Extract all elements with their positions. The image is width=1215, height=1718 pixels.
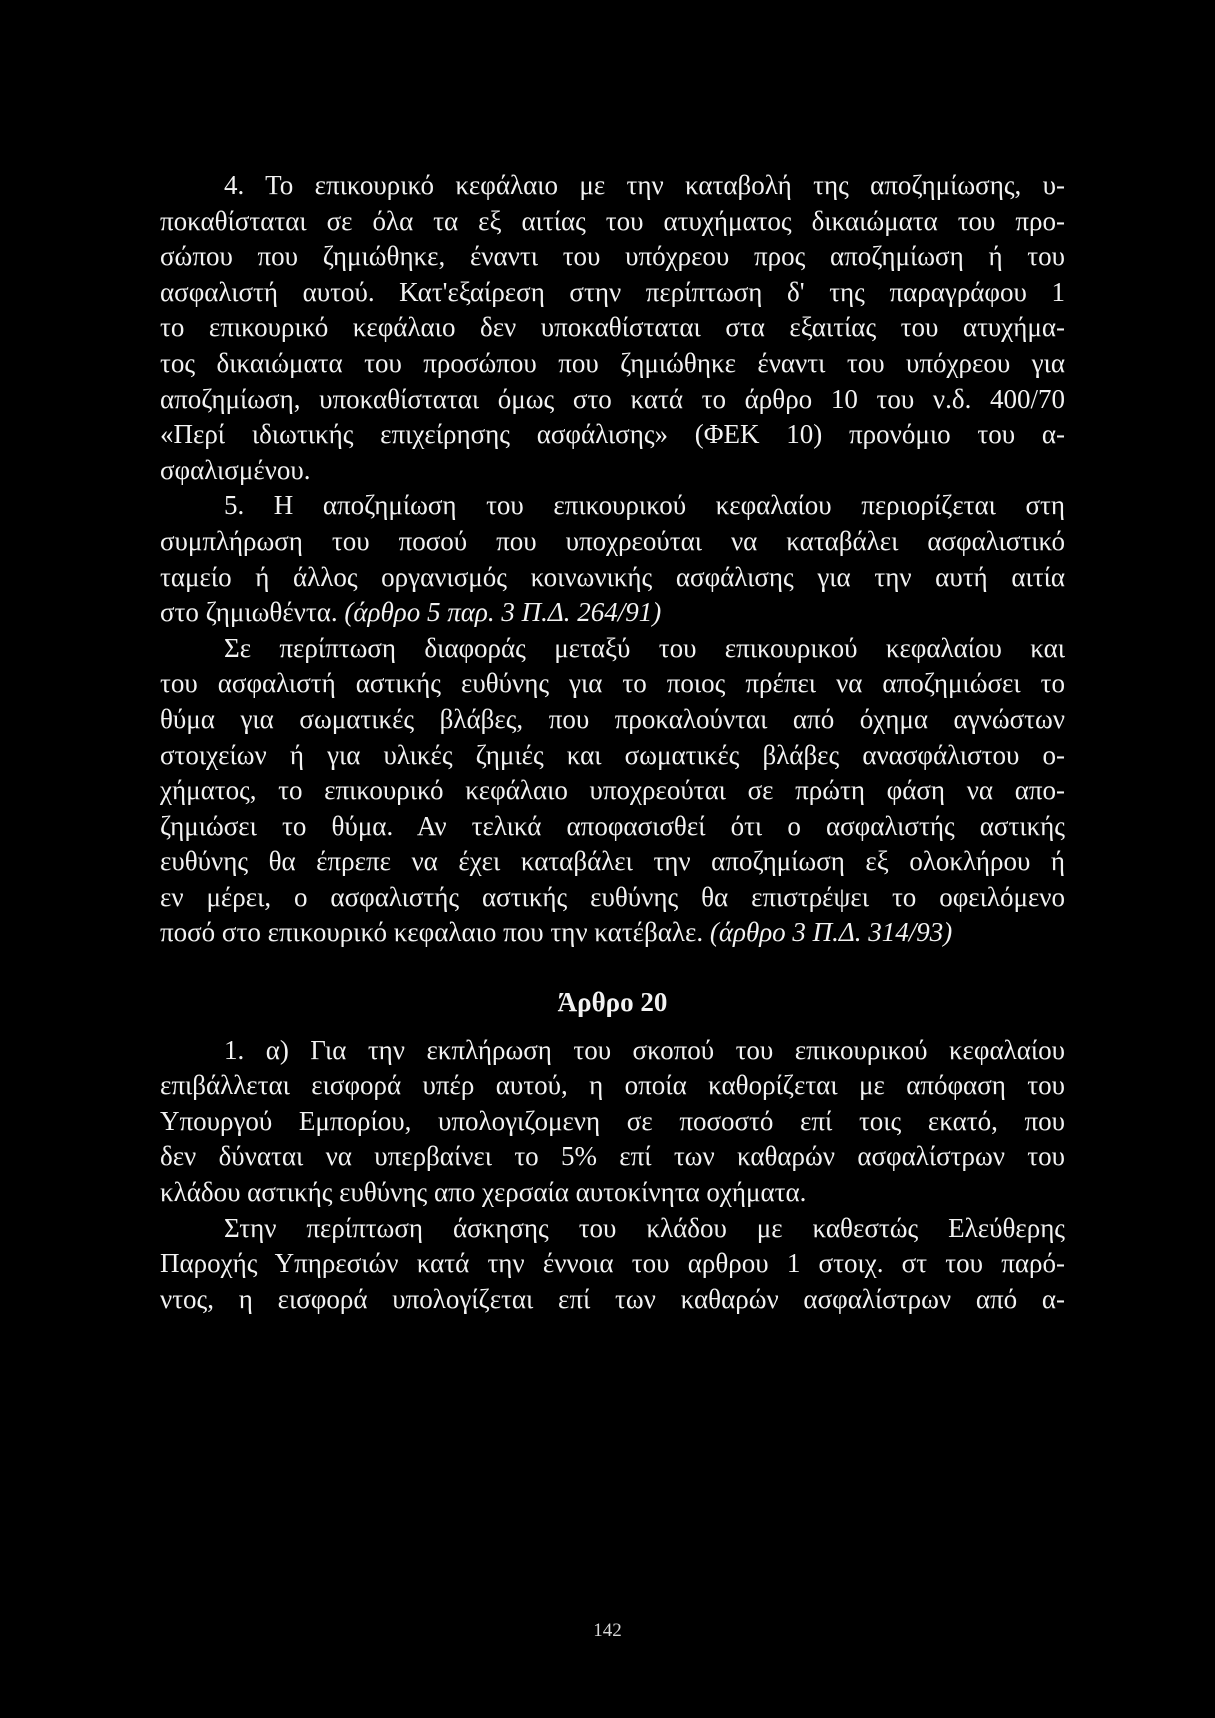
text-line: «Περί ιδιωτικής επιχείρησης ασφάλισης» (ΦΕΚ 10) προνόμιο του α-	[160, 419, 1065, 450]
text-line: του ασφαλιστή αστικής ευθύνης για το ποιος πρέπει να αποζημιώσει το	[160, 668, 1065, 699]
text-line: ταμείο ή άλλος οργανισμός κοινωνικής ασφάλισης για την αυτή αιτία	[160, 561, 1065, 592]
text-line: Παροχής Υπηρεσιών κατά την έννοια του αρθρου 1 στοιχ. στ του παρό-	[160, 1248, 1065, 1279]
paragraph-6	[160, 631, 1065, 951]
paragraph-4	[160, 168, 1065, 488]
text-line: θύμα για σωματικές βλάβες, που προκαλούνται από όχημα αγνώστων	[160, 703, 1065, 734]
text-line: χήματος, το επικουρικό κεφάλαιο υποχρεούται σε πρώτη φάση να απο-	[160, 775, 1065, 806]
text-line: το επικουρικό κεφάλαιο δεν υποκαθίσταται στα εξαιτίας του ατυχήμα-	[160, 312, 1065, 343]
text-line: Σε περίπτωση διαφοράς μεταξύ του επικουρικού κεφαλαίου και	[224, 632, 1065, 663]
paragraph-8	[160, 1211, 1065, 1318]
text-fragment: ποσό στο επικουρικό κεφαλαιο που την κατέβαλε.	[160, 917, 704, 948]
text-line: συμπλήρωση του ποσού που υποχρεούται να καταβάλει ασφαλιστικό	[160, 525, 1065, 556]
text-line: στοιχείων ή για υλικές ζημιές και σωματικές βλάβες ανασφάλιστου ο-	[160, 739, 1065, 770]
text-line: επιβάλλεται εισφορά υπέρ αυτού, η οποία καθορίζεται με απόφαση του	[160, 1070, 1065, 1101]
document-page	[160, 168, 1065, 1317]
article-heading: Άρθρο 20	[557, 987, 668, 1018]
text-line: εν μέρει, ο ασφαλιστής αστικής ευθύνης θα επιστρέψει το οφειλόμενο	[160, 881, 1065, 912]
paragraph-5	[160, 488, 1065, 630]
legal-reference: (άρθρο 3 Π.Δ. 314/93)	[709, 917, 953, 948]
text-line: 1. α) Για την εκπλήρωση του σκοπού του επικουρικού κεφαλαίου	[224, 1034, 1065, 1065]
text-line: ασφαλιστή αυτού. Κατ'εξαίρεση στην περίπτωση δ' της παραγράφου 1	[160, 276, 1065, 307]
page-number: 142	[593, 1620, 622, 1641]
text-line: ντος, η εισφορά υπολογίζεται επί των καθαρών ασφαλίστρων από α-	[160, 1283, 1065, 1314]
text-line: τος δικαιώματα του προσώπου που ζημιώθηκε έναντι του υπόχρεου για	[160, 347, 1065, 378]
text-line: Στην περίπτωση άσκησης του κλάδου με καθεστώς Ελεύθερης	[224, 1212, 1065, 1243]
text-fragment: στο ζημιωθέντα.	[160, 597, 338, 628]
text-line: Υπουργού Εμπορίου, υπολογιζομενη σε ποσοστό επί τοις εκατό, που	[160, 1105, 1065, 1136]
text-line: ζημιώσει το θύμα. Αν τελικά αποφασισθεί ότι ο ασφαλιστής αστικής	[160, 810, 1065, 841]
text-line	[160, 915, 1065, 951]
text-line: σώπου που ζημιώθηκε, έναντι του υπόχρεου προς αποζημίωση ή του	[160, 241, 1065, 272]
text-line: δεν δύναται να υπερβαίνει το 5% επί των καθαρών ασφαλίστρων του	[160, 1141, 1065, 1172]
text-line: ποκαθίσταται σε όλα τα εξ αιτίας του ατυχήματος δικαιώματα του προ-	[160, 205, 1065, 236]
text-line: 5. Η αποζημίωση του επικουρικού κεφαλαίου περιορίζεται στη	[224, 490, 1065, 521]
text-line: σφαλισμένου.	[160, 454, 311, 485]
text-line	[160, 595, 1065, 631]
paragraph-7	[160, 1033, 1065, 1211]
text-line: 4. Το επικουρικό κεφάλαιο με την καταβολή της αποζημίωσης, υ-	[224, 170, 1065, 200]
text-line: ευθύνης θα έπρεπε να έχει καταβάλει την αποζημίωση εξ ολοκλήρου ή	[160, 846, 1065, 877]
text-line: κλάδου αστικής ευθύνης απο χερσαία αυτοκίνητα οχήματα.	[160, 1177, 807, 1208]
legal-reference: (άρθρο 5 παρ. 3 Π.Δ. 264/91)	[344, 597, 662, 628]
text-line: αποζημίωση, υποκαθίσταται όμως στο κατά το άρθρο 10 του ν.δ. 400/70	[160, 383, 1065, 414]
